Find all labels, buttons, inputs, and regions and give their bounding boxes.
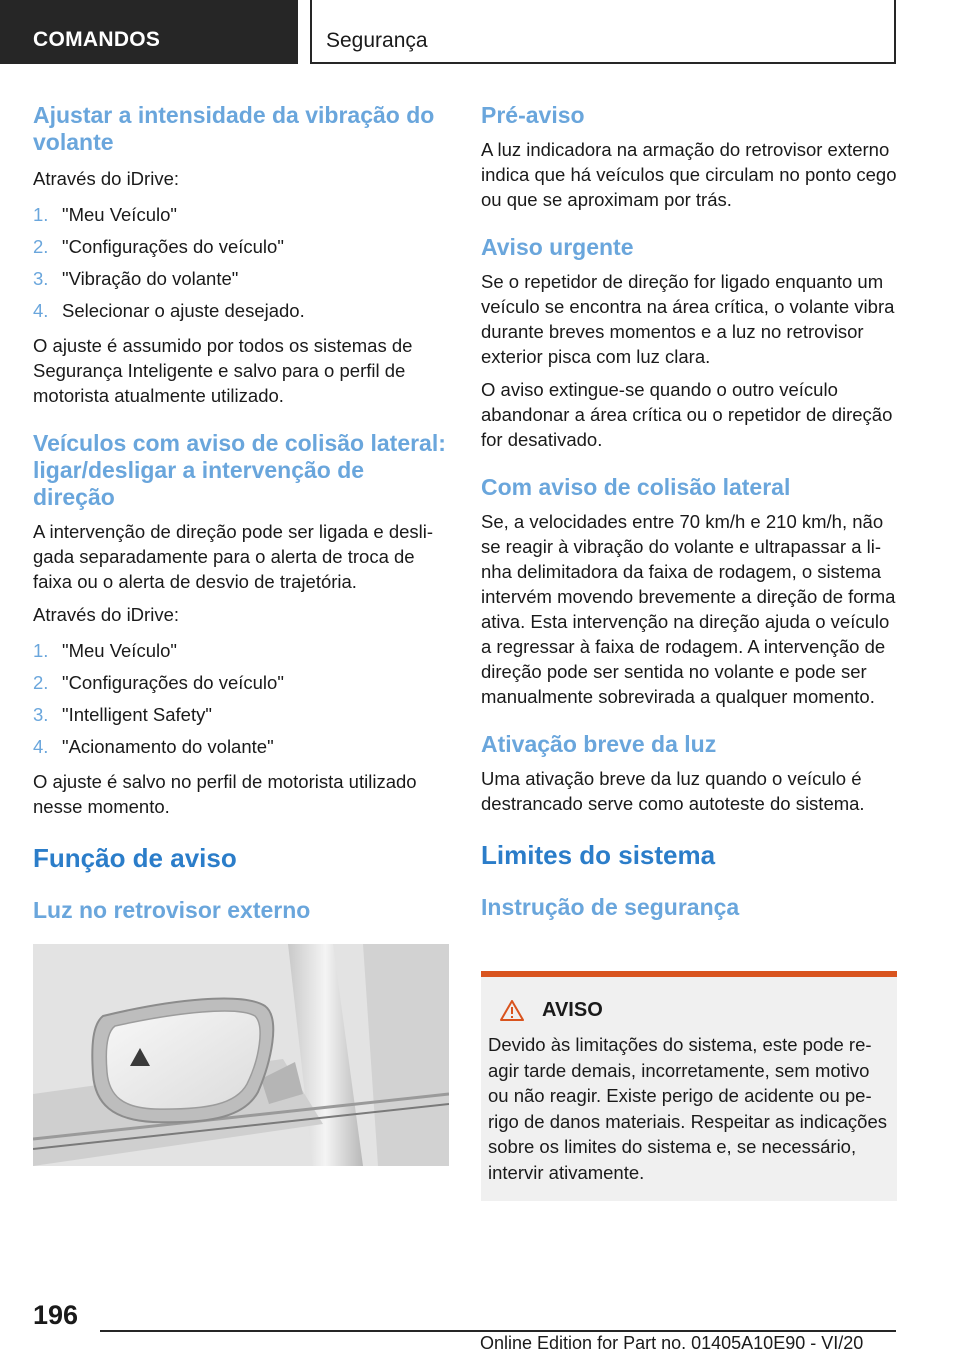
chapter-tab — [310, 0, 896, 64]
heading-warning-function: Função de aviso — [33, 843, 237, 873]
list-item: 1. "Meu Veículo" — [33, 640, 177, 661]
warning-box — [481, 971, 897, 1201]
heading-vibration-intensity: Ajustar a intensidade da vibração do volante — [33, 102, 435, 155]
paragraph: O aviso extingue-se quando o outro veículo abandonar a área crítica ou o repetidor de direção for desativado. — [481, 379, 893, 450]
paragraph: A luz indicadora na armação do retrovisor externo indica que há veículos que circulam no ponto cego ou que se aproximam por trás. — [481, 139, 897, 210]
right-column — [481, 102, 897, 921]
page-number: 196 — [33, 1300, 79, 1330]
warning-text: Devido às limitações do sistema, este pode reagir tarde demais, incorretamente, sem motivo ou não reagir. Existe perigo de acidente ou perigo de danos materiais. Respeitar as indicações sobre os limites do sistema e, se necessário, intervir ativamente. — [488, 1034, 887, 1183]
paragraph: O ajuste é salvo no perfil de motorista utilizado nesse momento. — [33, 771, 417, 817]
warning-label: AVISO — [542, 999, 603, 1021]
idrive-intro: Através do iDrive: — [33, 168, 179, 189]
list-item: 3. "Vibração do volante" — [33, 268, 239, 289]
heading-urgent-warning: Aviso urgente — [481, 234, 634, 260]
paragraph: Se o repetidor de direção for ligado enquanto um veículo se encontra na área crítica, o volante vibra durante breves momentos e a luz no retrovisor exterior pisca com luz clara. — [481, 271, 895, 367]
exterior-mirror-illustration — [33, 944, 449, 1166]
heading-safety-instruction: Instrução de segurança — [481, 894, 740, 920]
chapter-label: Segurança — [326, 29, 428, 52]
paragraph: Se, a velocidades entre 70 km/h e 210 km/h, não se reagir à vibração do volante e ultrapassar a linha delimitadora da faixa de rodagem, o sistema intervém movendo brevemente a direção de forma ativa. Esta intervenção na direção ajuda o veículo a regressar à faixa de rodagem. A intervenção de direção pode ser sentida no volante e pode ser manualmente sobrevirada a qualquer momento. — [481, 511, 896, 707]
heading-exterior-mirror-light: Luz no retrovisor externo — [33, 897, 311, 923]
paragraph: Uma ativação breve da luz quando o veículo é destrancado serve como autoteste do sistema. — [481, 768, 865, 814]
steps-list-intervention — [33, 635, 449, 763]
footer-rule — [100, 1330, 896, 1332]
heading-system-limits: Limites do sistema — [481, 840, 716, 870]
list-item: 4. "Acionamento do volante" — [33, 736, 274, 757]
list-item: 3. "Intelligent Safety" — [33, 704, 212, 725]
steps-list-vibration — [33, 199, 449, 327]
heading-brief-light-activation: Ativação breve da luz — [481, 731, 717, 757]
heading-pre-warning: Pré-aviso — [481, 102, 585, 128]
idrive-intro: Através do iDrive: — [33, 604, 179, 625]
warning-header — [500, 999, 890, 1022]
heading-side-collision-warning: Com aviso de colisão lateral — [481, 474, 791, 500]
list-item: 2. "Configurações do veículo" — [33, 672, 284, 693]
paragraph: A intervenção de direção pode ser ligada e desligada separadamente para o alerta de troca de faixa ou o alerta de desvio de trajetória. — [33, 521, 434, 592]
section-label: COMANDOS — [33, 28, 161, 51]
list-item: 2. "Configurações do veículo" — [33, 236, 284, 257]
warning-triangle-icon — [500, 1000, 524, 1021]
list-item: 4. Selecionar o ajuste desejado. — [33, 300, 305, 321]
section-tab — [0, 0, 298, 64]
list-item: 1. "Meu Veículo" — [33, 204, 177, 225]
paragraph: O ajuste é assumido por todos os sistemas de Segurança Inteligente e salvo para o perfil de motorista atualmente utilizado. — [33, 335, 413, 406]
footer-edition: Online Edition for Part no. 01405A10E90 - VI/20 — [480, 1333, 864, 1353]
left-column — [33, 102, 449, 924]
heading-steering-intervention: Veículos com aviso de colisão lateral: ligar/desligar a intervenção de direção — [33, 430, 446, 510]
